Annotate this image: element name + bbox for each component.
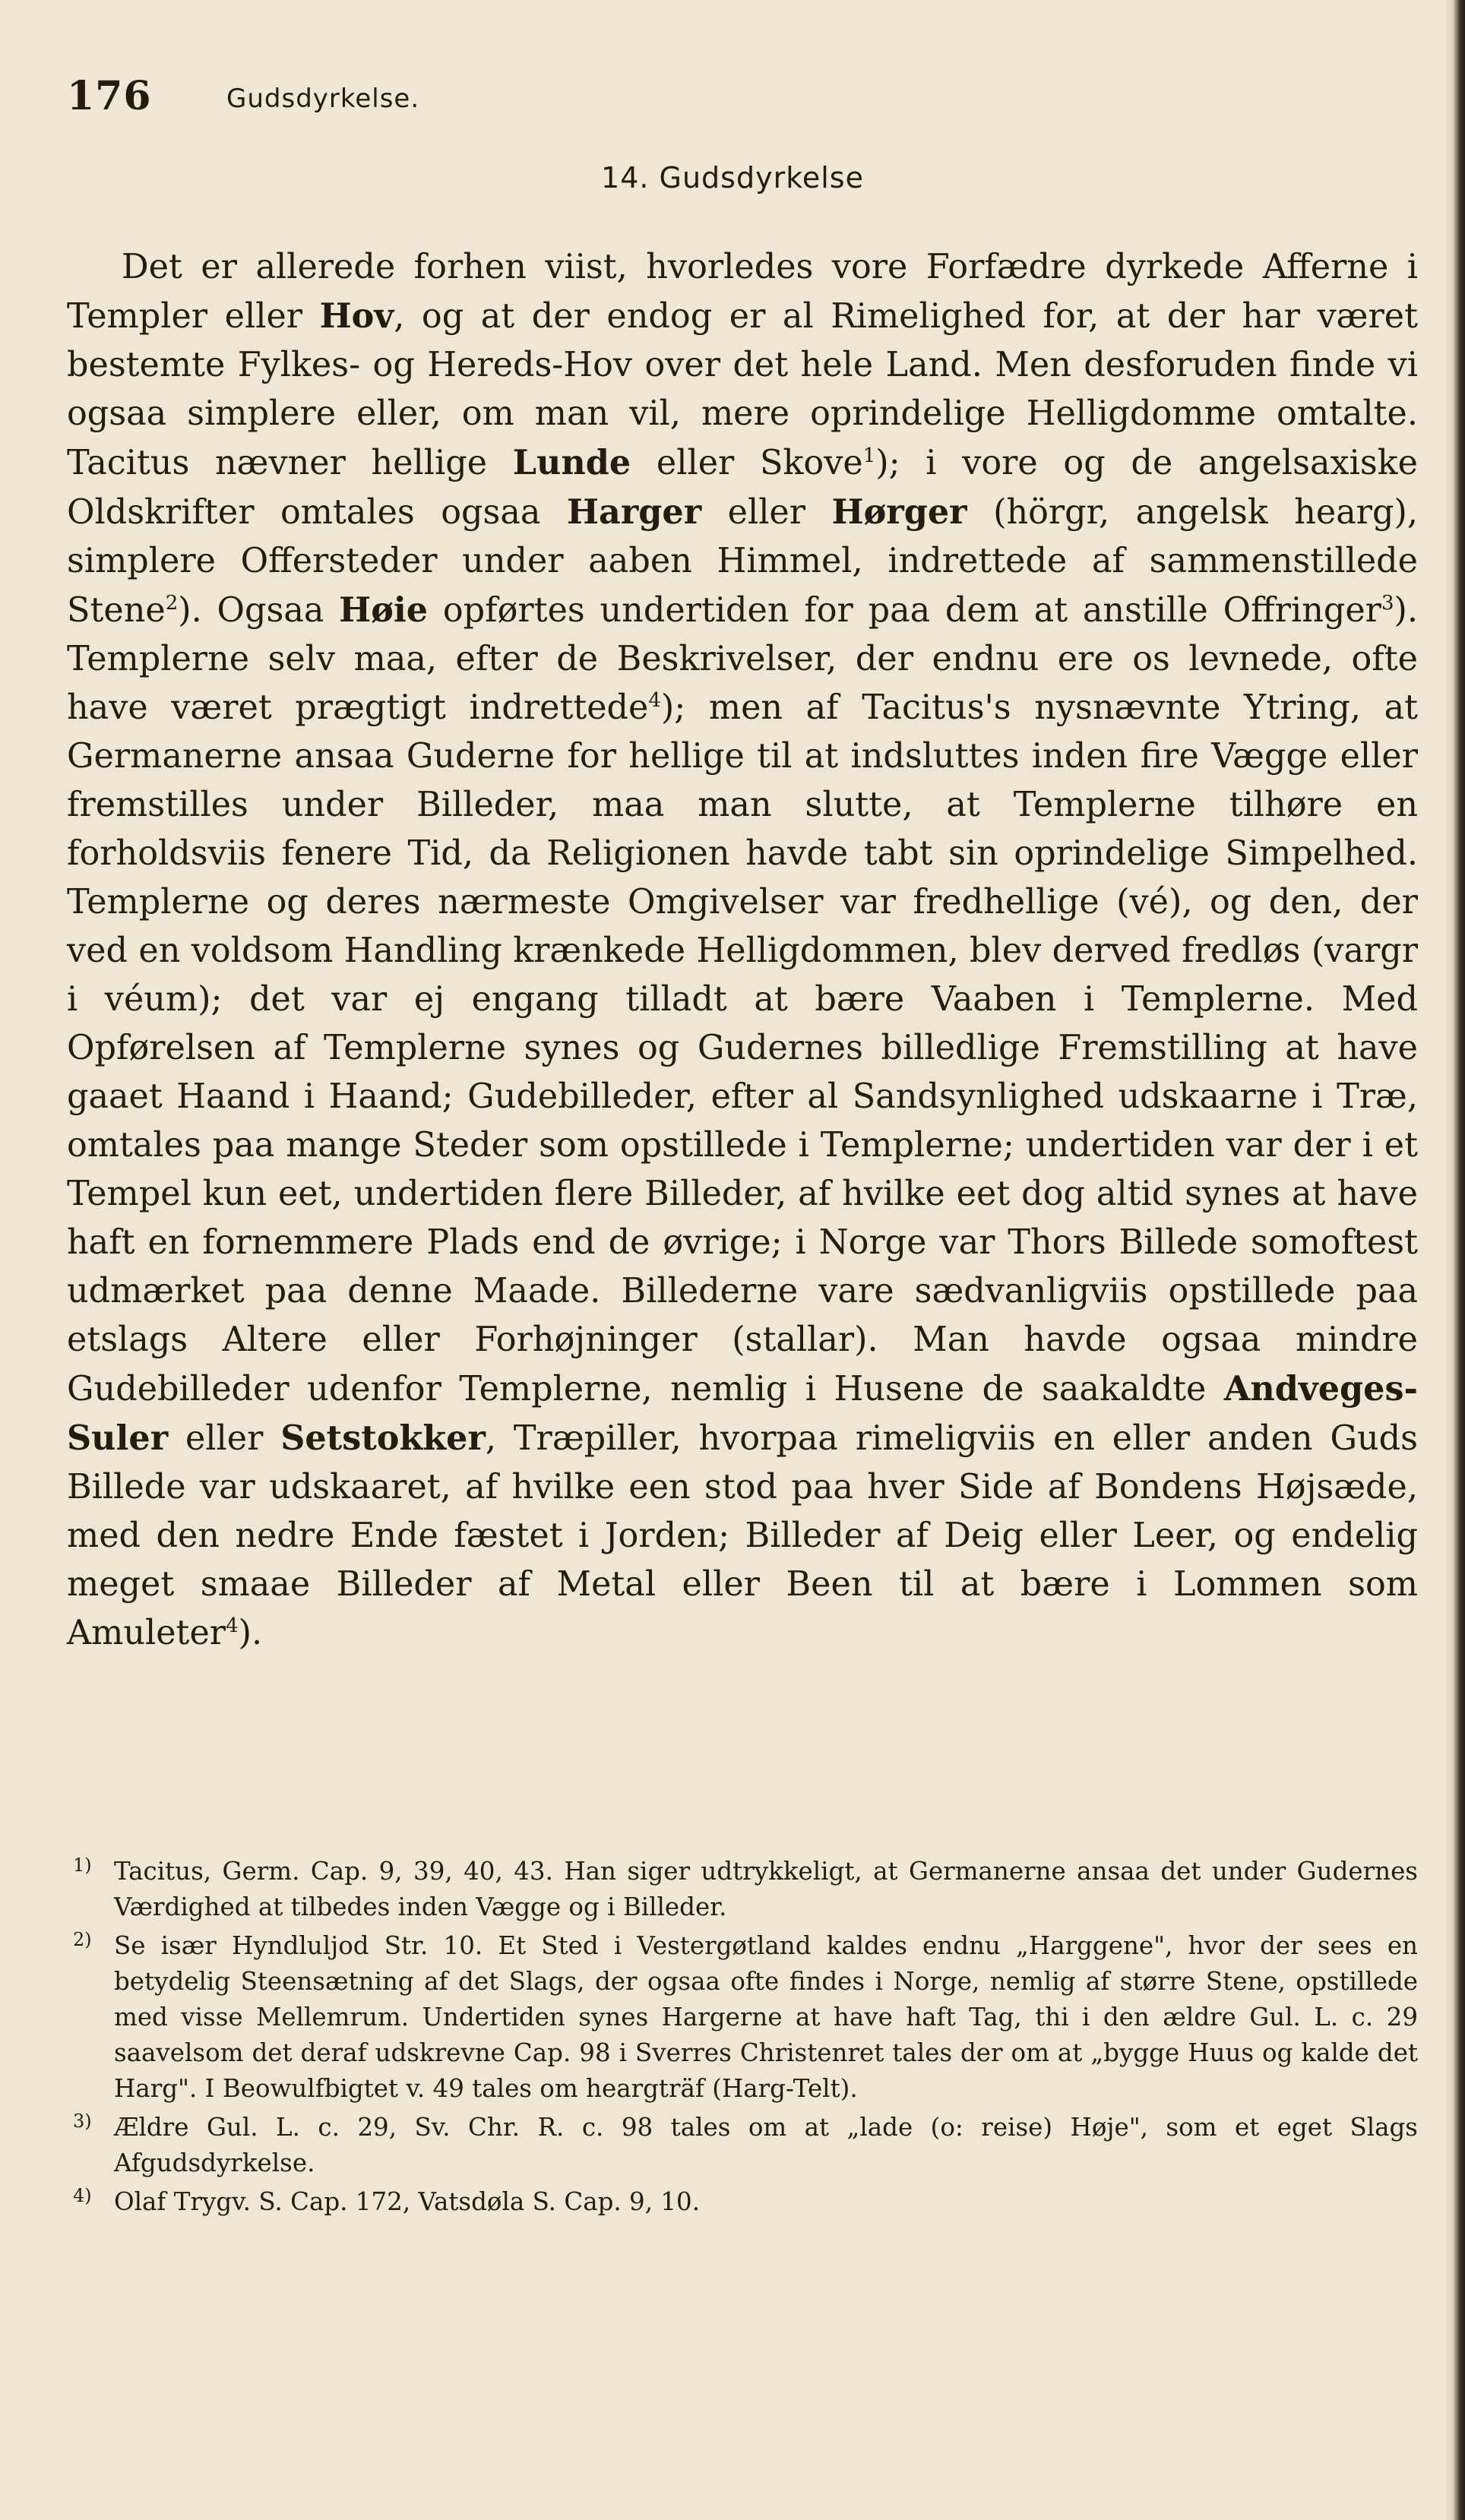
main-text xyxy=(67,243,1418,1658)
term-setstokker: Setstokker xyxy=(280,1418,486,1458)
footnote xyxy=(67,2110,1418,2181)
term-horger: Hørger xyxy=(831,492,967,532)
footnote-ref-2[interactable]: 2 xyxy=(165,592,179,615)
footnote xyxy=(67,2184,1418,2220)
term-hoie: Høie xyxy=(339,590,429,630)
footnote-ref-4b[interactable]: 4 xyxy=(226,1614,239,1638)
term-hov: Hov xyxy=(319,296,394,336)
footnote-ref-4[interactable]: 4 xyxy=(648,689,661,713)
footnote-text: Ældre Gul. L. c. 29, Sv. Chr. R. c. 98 tales om at „lade (o: reise) Høje", som et eget Slags Afgudsdyrkelse. xyxy=(114,2113,1418,2177)
footnote xyxy=(67,1928,1418,2107)
footnote-mark: 1) xyxy=(73,1854,92,1876)
footnote xyxy=(67,1854,1418,1925)
page-edge xyxy=(1445,0,1465,2520)
footnote-ref-3[interactable]: 3 xyxy=(1381,592,1394,615)
term-harger: Harger xyxy=(566,492,702,532)
running-head: Gudsdyrkelse. xyxy=(226,84,420,114)
footnote-ref-1[interactable]: 1 xyxy=(862,444,876,468)
footnote-text: Se især Hyndluljod Str. 10. Et Sted i Vestergøtland kaldes endnu „Harggene", hvor der sees en betydelig Steensætning af det Slags, der ogsaa ofte findes i Norge, nemlig af større Stene, opstillede med visse Mellemrum. Undertiden synes Hargerne at have haft Tag, thi i den ældre Gul. L. c. 29 saavelsom det deraf udskrevne Cap. 98 i Sverres Christenret tales der om at „bygge Huus og kalde det Harg". I Beowulfbigtet v. 49 tales om heargträf (Harg-Telt). xyxy=(114,1931,1418,2103)
page-header xyxy=(67,73,1419,119)
term-andveges-suler: Andveges-Suler xyxy=(67,1369,1418,1458)
footnote-text: Olaf Trygv. S. Cap. 172, Vatsdøla S. Cap. 9, 10. xyxy=(114,2187,701,2216)
footnote-mark: 3) xyxy=(73,2111,92,2132)
term-lunde: Lunde xyxy=(512,443,631,482)
footnote-text: Tacitus, Germ. Cap. 9, 39, 40, 43. Han siger udtrykkeligt, at Germanerne ansaa det under Gudernes Værdighed at tilbedes inden Vægge og i Billeder. xyxy=(114,1857,1418,1921)
page-number: 176 xyxy=(67,73,152,119)
body-paragraph: Det er allerede forhen viist, hvorledes vore Forfædre dyrkede Afferne i Templer eller Hov, og at der endog er al Rimelighed for, at der har været bestemte Fylkes- og Hereds-Hov over det hele Land. Men desforuden finde vi ogsaa simplere eller, om man vil, mere oprindelige Helligdomme omtalte. Tacitus nævner hellige Lunde eller Skove$^1$); i vore og de angelsaxiske Oldskrifter omtales ogsaa Harger eller Hørger (hörgr, angelsk hearg), simplere Offersteder under aaben Himmel, indrettede af sammenstillede Stene$^2$). Ogsaa Høie opførtes undertiden for paa dem at anstille Offringer$^3$). Templerne selv maa, efter de Beskrivelser, der endnu ere os levnede, ofte have været prægtigt indrettede$^4$); men af Tacitus's nysnævnte Ytring, at Germanerne ansaa Guderne for hellige til at indsluttes inden fire Vægge eller fremstilles under Billeder, maa man slutte, at Templerne tilhøre en forholdsviis fenere Tid, da Religionen havde tabt sin oprindelige Simpelhed. Templerne og deres nærmeste Omgivelser var fredhellige (vé), og den, der ved en voldsom Handling krænkede Helligdommen, blev derved fredløs (vargr i véum); det var ej engang tilladt at bære Vaaben i Templerne. Med Opførelsen af Templerne synes og Gudernes billedlige Fremstilling at have gaaet Haand i Haand; Gudebilleder, efter al Sandsynlighed udskaarne i Træ, omtales paa mange Steder som opstillede i Templerne; undertiden var der i et Tempel kun eet, undertiden flere Billeder, af hvilke eet dog altid synes at have haft en fornemmere Plads end de øvrige; i Norge var Thors Billede somoftest udmærket paa denne Maade. Billederne vare sædvanligviis opstillede paa etslags Altere eller Forhøjninger (stallar). Man havde ogsaa mindre Gudebilleder udenfor Templerne, nemlig i Husene de saakaldte Andveges-Suler eller Setstokker, Træpiller, hvorpaa rimeligviis en eller anden Guds Billede var udskaaret, af hvilke een stod paa hver Side af Bondens Højsæde, med den nedre Ende fæstet i Jorden; Billeder af Deig eller Leer, og endelig meget smaae Billeder af Metal eller Been til at bære i Lommen som Amuleter$^4$). xyxy=(67,248,1419,1652)
section-title: 14. Gudsdyrkelse xyxy=(601,161,864,194)
footnote-mark: 4) xyxy=(73,2185,92,2206)
footnotes xyxy=(67,1854,1418,2223)
footnote-mark: 2) xyxy=(73,1929,92,1950)
